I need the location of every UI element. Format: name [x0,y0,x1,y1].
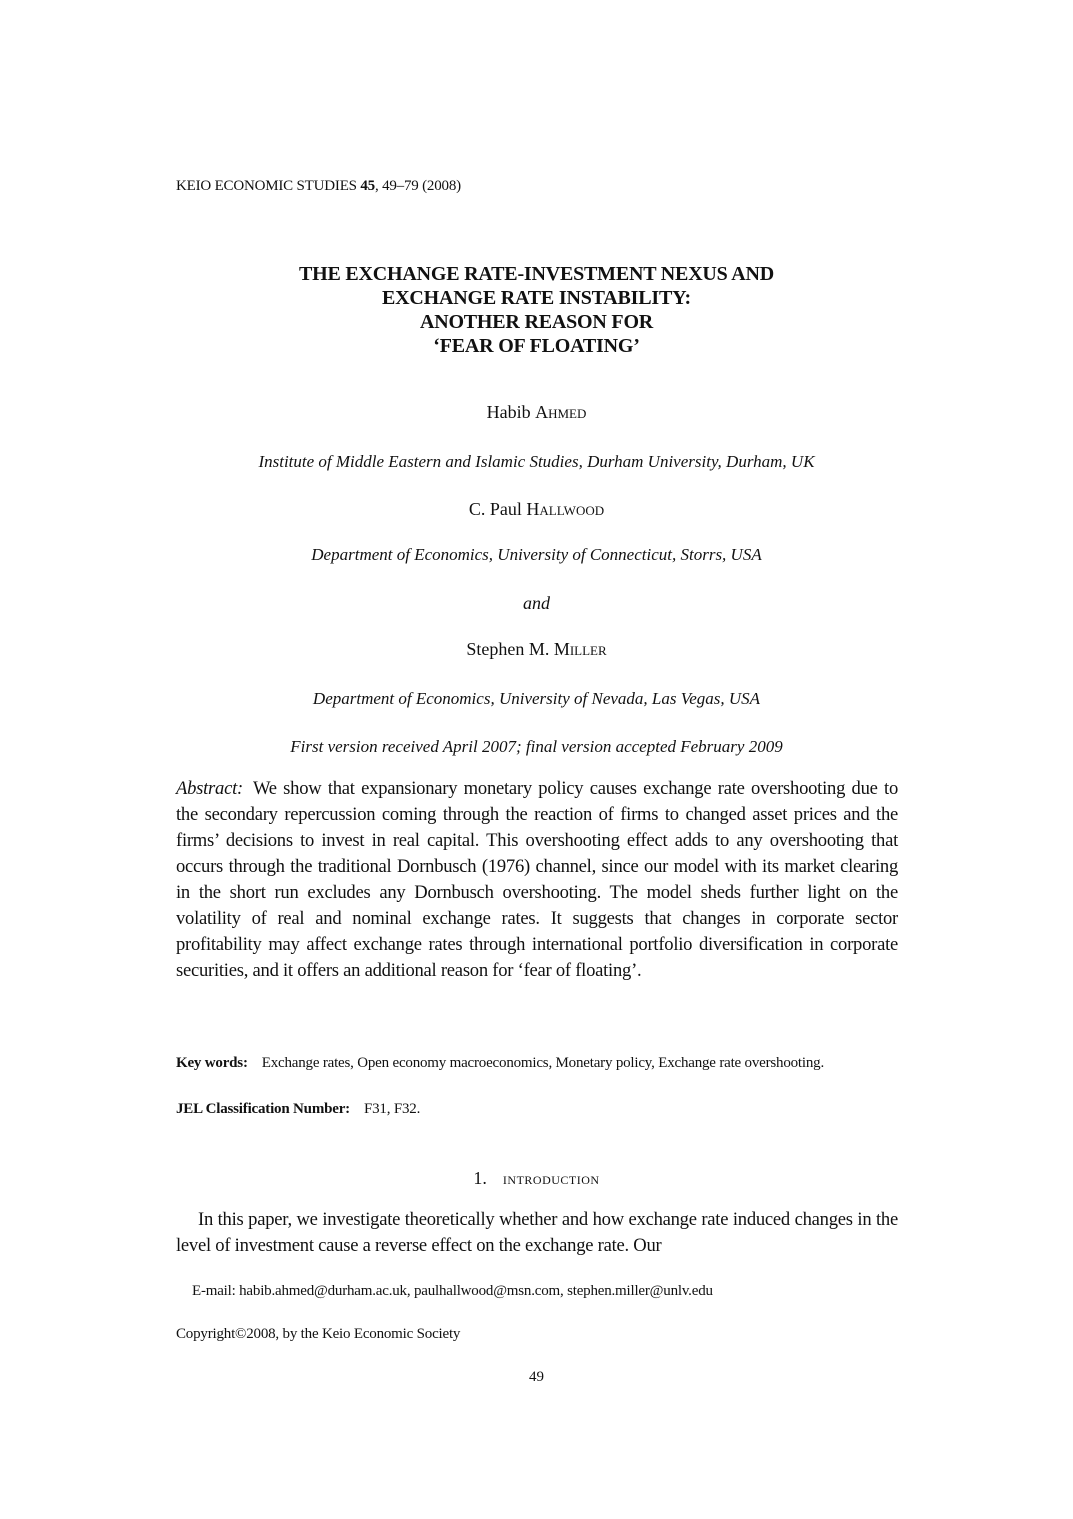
author-surname: Ahmed [535,402,587,422]
jel-codes: F31, F32. [363,1101,421,1117]
jel-classification [176,1101,420,1118]
paper-title [0,262,1073,358]
author-surname: Hallwood [526,499,605,519]
jel-label: JEL Classification Number: [176,1101,350,1117]
author-conjunction: and [523,593,550,613]
title-line: THE EXCHANGE RATE-INVESTMENT NEXUS AND [298,263,775,285]
keywords-text: Exchange rates, Open economy macroeconomics, Monetary policy, Exchange rate overshooting. [261,1055,825,1071]
author-affiliation: Institute of Middle Eastern and Islamic Studies, Durham University, Durham, UK [258,452,815,471]
author-affiliation: Department of Economics, University of Nevada, Las Vegas, USA [312,689,761,708]
author-given-name: C. Paul [468,499,527,519]
keywords-label: Key words: [176,1055,248,1071]
received-dates: First version received April 2007; final version accepted February 2009 [290,737,783,756]
title-line: ‘FEAR OF FLOATING’ [433,335,640,357]
author-given-name: Stephen M. [466,639,554,659]
intro-paragraph: In this paper, we investigate theoretically whether and how exchange rate induced changes in the level of investment cause a reverse effect on the exchange rate. Our [176,1209,898,1256]
author-affiliation: Department of Economics, University of Connecticut, Storrs, USA [311,545,762,564]
section-heading [0,1168,1073,1189]
author-name [0,402,1073,423]
abstract [176,776,898,984]
abstract-text: We show that expansionary monetary policy causes exchange rate overshooting due to the secondary repercussion coming through the reaction of firms to changed asset prices and the firms’ decisions to invest in real capital. This overshooting effect adds to any overshooting that occurs through the traditional Dornbusch (1976) channel, since our model with its market clearing in the short run excludes any Dornbusch overshooting. The model sheds further light on the volatility of real and nominal exchange rates. It suggests that changes in corporate sector profitability may affect exchange rates through international portfolio diversification in corporate securities, and it offers an additional reason for ‘fear of floating’. [176,778,898,981]
journal-name: KEIO ECONOMIC STUDIES [176,178,361,194]
section-title: introduction [502,1169,600,1188]
journal-header [176,178,461,195]
title-line: ANOTHER REASON FOR [419,311,654,333]
abstract-label: Abstract: [176,778,243,799]
author-name [0,499,1073,520]
keywords [176,1050,898,1076]
copyright-notice: Copyright©2008, by the Keio Economic Society [176,1326,461,1342]
author-emails: E-mail: habib.ahmed@durham.ac.uk, paulhallwood@msn.com, stephen.miller@unlv.edu [192,1283,713,1299]
journal-pages-year: , 49–79 (2008) [374,178,461,194]
author-given-name: Habib [486,402,536,422]
page-number: 49 [529,1369,544,1385]
journal-volume: 45 [360,178,375,194]
author-name [0,639,1073,660]
author-surname: Miller [553,639,607,659]
section-number: 1. [473,1168,487,1188]
title-line: EXCHANGE RATE INSTABILITY: [382,287,691,309]
